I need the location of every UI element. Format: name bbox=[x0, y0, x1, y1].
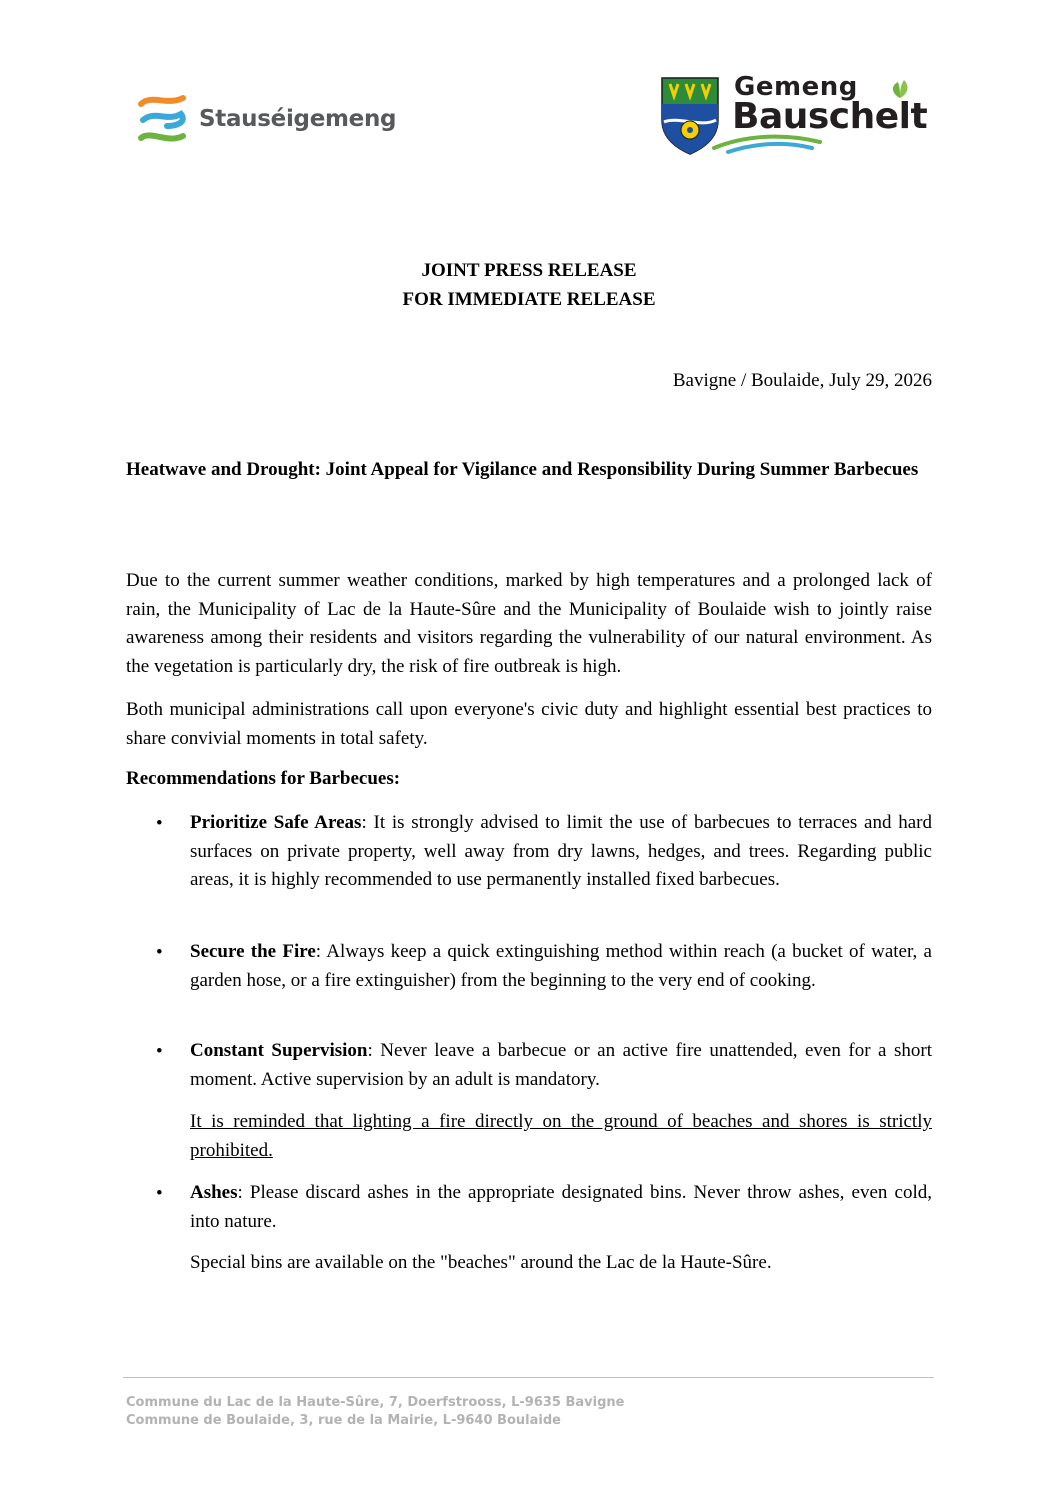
gemeng-bauschelt-logo bbox=[660, 74, 940, 160]
heading-line-1: JOINT PRESS RELEASE bbox=[421, 260, 637, 281]
press-release-heading bbox=[0, 256, 1058, 314]
gemeng-wordmark: Gemeng bbox=[734, 72, 858, 102]
recommendation-term: Prioritize Safe Areas bbox=[190, 812, 362, 833]
recommendation-text: : Never leave a barbecue or an active fire unattended, even for a short moment. Active supervision by an adult is mandatory. bbox=[190, 1040, 932, 1090]
press-release-title: Heatwave and Drought: Joint Appeal for Vigilance and Responsibility During Summer Barbecues bbox=[126, 459, 919, 480]
paragraph-appeal: Both municipal administrations call upon everyone's civic duty and highlight essential best practices to share convivial moments in total safety. bbox=[126, 699, 932, 749]
footer-divider bbox=[123, 1377, 934, 1378]
recommendation-item bbox=[190, 1037, 932, 1094]
stauseigemeng-logo bbox=[137, 92, 397, 152]
heading-line-2: FOR IMMEDIATE RELEASE bbox=[402, 289, 656, 310]
wave-logo-icon bbox=[137, 92, 189, 148]
stauseigemeng-wordmark: Stauséigemeng bbox=[199, 106, 397, 132]
recommendation-term: Secure the Fire bbox=[190, 941, 316, 962]
prohibition-note: It is reminded that lighting a fire directly on the ground of beaches and shores is strictly prohibited. bbox=[190, 1111, 932, 1161]
recommendation-term: Ashes bbox=[190, 1182, 238, 1203]
recommendation-text: : Always keep a quick extinguishing method within reach (a bucket of water, a garden hose, or a fire extinguisher) from the beginning to the very end of cooking. bbox=[190, 941, 932, 991]
recommendations-heading: Recommendations for Barbecues: bbox=[126, 768, 401, 789]
recommendation-item bbox=[190, 1179, 932, 1236]
bullet-icon: • bbox=[156, 1183, 163, 1204]
recommendation-text: : It is strongly advised to limit the use of barbecues to terraces and hard surfaces on private property, well away from dry lawns, hedges, and trees. Regarding public areas, it is highly recommended to use permanently installed fixed barbecues. bbox=[190, 812, 933, 890]
bauschelt-wordmark: Bauschelt bbox=[732, 96, 928, 137]
paragraph-intro: Due to the current summer weather conditions, marked by high temperatures and a prolonged lack of rain, the Municipality of Lac de la Haute-Sûre and the Municipality of Boulaide wish to jointly raise awareness among their residents and visitors regarding the vulnerability of our natural environment. As the vegetation is particularly dry, the risk of fire outbreak is high. bbox=[126, 570, 932, 677]
recommendation-item bbox=[190, 809, 932, 895]
recommendation-term: Constant Supervision bbox=[190, 1040, 368, 1061]
recommendation-text: : Please discard ashes in the appropriate designated bins. Never throw ashes, even cold, into nature. bbox=[190, 1182, 932, 1232]
leaf-icon bbox=[888, 78, 912, 100]
bullet-icon: • bbox=[156, 813, 163, 834]
bullet-icon: • bbox=[156, 942, 163, 963]
recommendation-item bbox=[190, 938, 932, 995]
footer-address-2: Commune de Boulaide, 3, rue de la Mairie, L-9640 Boulaide bbox=[126, 1413, 561, 1428]
footer-address-1: Commune du Lac de la Haute-Sûre, 7, Doerfstrooss, L-9635 Bavigne bbox=[126, 1395, 625, 1410]
bullet-icon: • bbox=[156, 1041, 163, 1062]
swoosh-icon bbox=[708, 126, 828, 156]
bins-note: Special bins are available on the "beaches" around the Lac de la Haute-Sûre. bbox=[190, 1252, 772, 1273]
dateline: Bavigne / Boulaide, July 29, 2026 bbox=[672, 370, 932, 391]
